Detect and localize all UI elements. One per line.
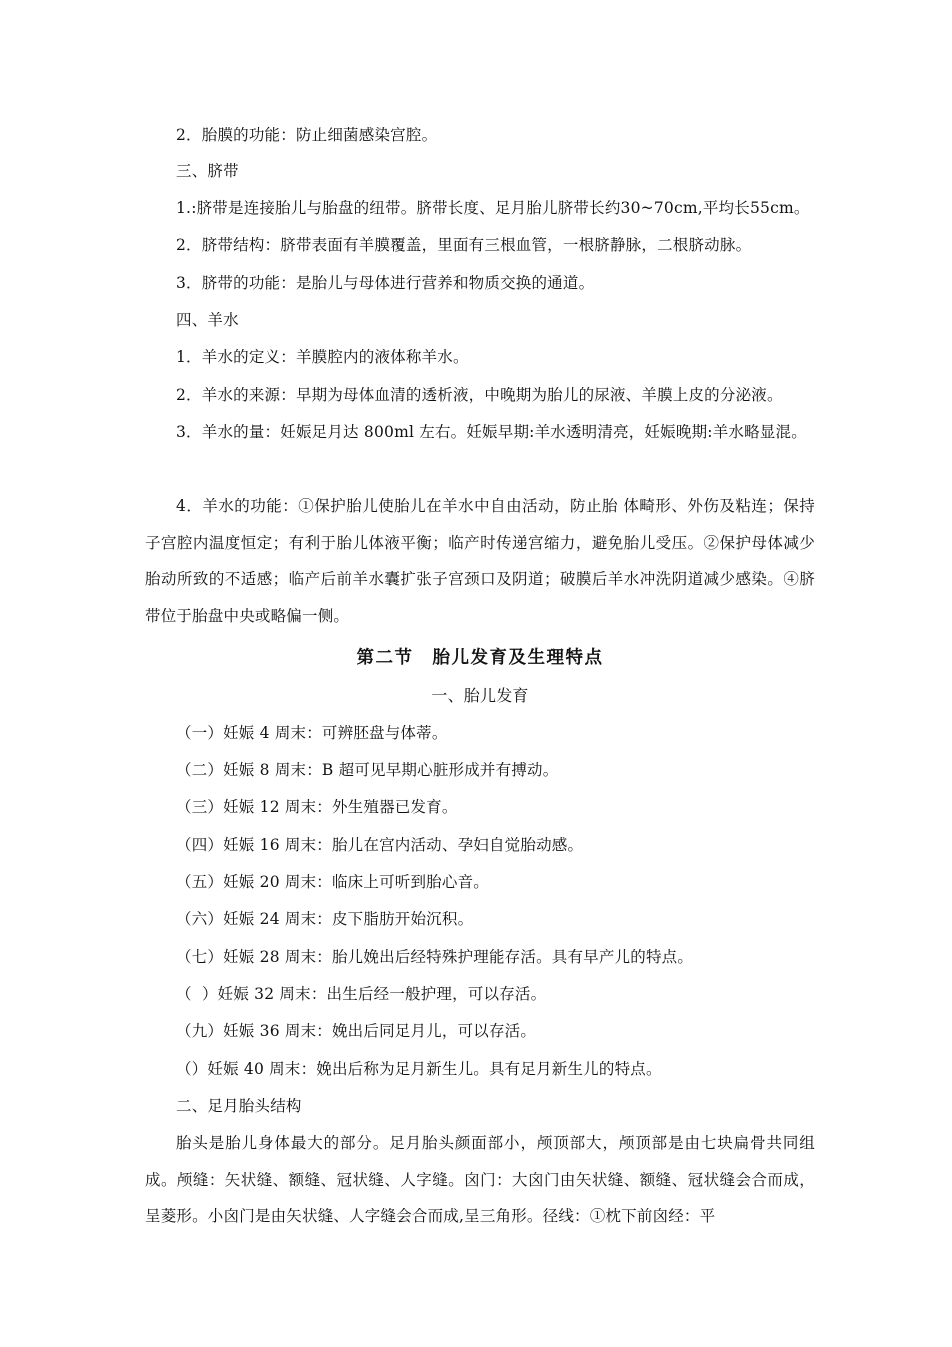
paragraph-fetal-head-structure: 胎头是胎儿身体最大的部分。足月胎头颜面部小，颅顶部大，颅顶部是由七块扁骨共同组成。颅缝：矢状缝、额缝、冠状缝、人字缝。囟门：大囟门由矢状缝、额缝、冠状缝会合而成，呈菱形。小囟门是由矢状缝、人字缝会合而成,呈三角形。径线：①枕下前囟经：平: [145, 1134, 815, 1225]
section-title: 第二节 胎儿发育及生理特点: [356, 648, 604, 668]
list-item: （五）妊娠 20 周末：临床上可听到胎心音。: [176, 873, 489, 891]
section-subtitle: 一、胎儿发育: [431, 686, 529, 705]
list-item: （三）妊娠 12 周末：外生殖器已发育。: [176, 798, 458, 816]
paragraph-fluid-source: 2．羊水的来源：早期为母体血清的透析液，中晚期为胎儿的尿液、羊膜上皮的分泌液。: [176, 386, 783, 404]
list-item: （二）妊娠 8 周末：B 超可见早期心脏形成并有搏动。: [176, 761, 559, 779]
list-item: （ ）妊娠 32 周末：出生后经一般护理，可以存活。: [176, 985, 547, 1003]
paragraph-fluid-amount: 3．羊水的量：妊娠足月达 800ml 左右。妊娠早期:羊水透明清亮，妊娠晚期:羊水略显混。: [176, 423, 807, 441]
list-item: （七）妊娠 28 周末：胎儿娩出后经特殊护理能存活。具有早产儿的特点。: [176, 948, 694, 966]
paragraph-fetal-membrane-function: 2．胎膜的功能：防止细菌感染宫腔。: [176, 126, 438, 144]
list-item: （）妊娠 40 周末：娩出后称为足月新生儿。具有足月新生儿的特点。: [176, 1060, 662, 1078]
paragraph-cord-structure: 2．脐带结构：脐带表面有羊膜覆盖，里面有三根血管，一根脐静脉，二根脐动脉。: [176, 236, 752, 254]
heading-fetal-head: 二、足月胎头结构: [176, 1097, 302, 1115]
heading-umbilical-cord: 三、脐带: [176, 162, 239, 180]
list-item: （一）妊娠 4 周末：可辨胚盘与体蒂。: [176, 724, 448, 742]
paragraph-fluid-function: 4．羊水的功能：①保护胎儿使胎儿在羊水中自由活动，防止胎 体畸形、外伤及粘连；保持子宫腔内温度恒定；有利于胎儿体液平衡；临产时传递宫缩力，避免胎儿受压。②保护母体减少胎动所致的不适感；临产后前羊水囊扩张子宫颈口及阴道；破膜后羊水冲洗阴道减少感染。④脐带位于胎盘中央或略偏一侧。: [145, 497, 815, 625]
list-item: （九）妊娠 36 周末：娩出后同足月儿，可以存活。: [176, 1022, 537, 1040]
list-item: （六）妊娠 24 周末：皮下脂肪开始沉积。: [176, 910, 474, 928]
paragraph-cord-definition: 1.:脐带是连接胎儿与胎盘的纽带。脐带长度、足月胎儿脐带长约30~70cm,平均长55cm。: [176, 199, 810, 217]
paragraph-fluid-definition: 1．羊水的定义：羊膜腔内的液体称羊水。: [176, 348, 469, 366]
heading-amniotic-fluid: 四、羊水: [176, 311, 239, 329]
list-item: （四）妊娠 16 周末：胎儿在宫内活动、孕妇自觉胎动感。: [176, 836, 584, 854]
paragraph-cord-function: 3．脐带的功能：是胎儿与母体进行营养和物质交换的通道。: [176, 274, 595, 292]
